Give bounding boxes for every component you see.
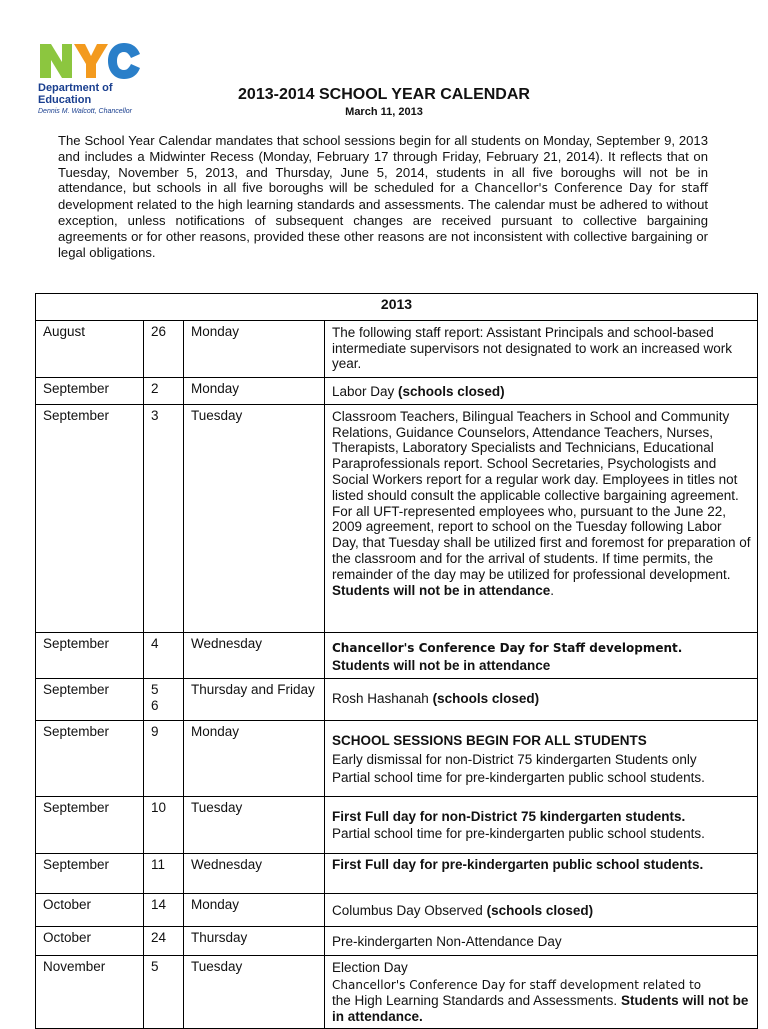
- day-number: 11: [151, 856, 166, 872]
- month-cell: September: [36, 796, 144, 853]
- year-header-row: [36, 294, 758, 321]
- description-text: Rosh Hashanah: [332, 690, 433, 706]
- month-cell: August: [36, 320, 144, 377]
- intro-paragraph: [58, 133, 708, 260]
- day-number: 9: [151, 723, 159, 739]
- attendance-note: Students will not be in attendance.: [332, 993, 749, 1025]
- sessions-begin-line: SCHOOL SESSIONS BEGIN FOR ALL STUDENTS: [332, 732, 647, 748]
- day-cell: [144, 678, 184, 720]
- intro-text-a: The School Year Calendar mandates that school sessions begin for all students on Monday, September 9, 2013 and includes a Midwinter Recess (Monday, February 17 through Friday, February 21, 2014). It reflects that on Tuesday, November 5, 2013, and Thursday, June 5, 2014, students in all five boroughs will not be in attendance, but schools in all five boroughs will be scheduled for a: [58, 133, 708, 196]
- weekday-cell: Tuesday: [184, 404, 325, 632]
- dept-line-2: Education: [38, 94, 92, 106]
- description-cell: [325, 926, 758, 955]
- description-cell: [325, 320, 758, 377]
- month-cell: October: [36, 926, 144, 955]
- dept-line-1: Department of: [38, 82, 113, 94]
- table-row: [36, 632, 758, 678]
- day-cell: [144, 404, 184, 632]
- description-cell: [325, 796, 758, 853]
- day-number: 14: [151, 896, 167, 912]
- weekday-cell: Monday: [184, 893, 325, 926]
- partial-time-line: Partial school time for pre-kindergarten public school students.: [332, 770, 705, 786]
- day-number: 3: [151, 407, 159, 423]
- intro-text-b: Chancellor's Conference Day for staff: [474, 181, 708, 196]
- description-cell: [325, 720, 758, 796]
- table-row: [36, 678, 758, 720]
- page-date: March 11, 2013: [345, 106, 423, 118]
- day-cell: [144, 632, 184, 678]
- day-cell: [144, 720, 184, 796]
- weekday-cell: Tuesday: [184, 796, 325, 853]
- table-row: [36, 955, 758, 1028]
- month-cell: September: [36, 678, 144, 720]
- weekday-cell: Monday: [184, 377, 325, 404]
- description-cell: [325, 632, 758, 678]
- page-title: 2013-2014 SCHOOL YEAR CALENDAR: [238, 86, 530, 103]
- month-cell: September: [36, 720, 144, 796]
- month-cell: September: [36, 632, 144, 678]
- day-cell: [144, 893, 184, 926]
- day-cell: [144, 853, 184, 893]
- nyc-logo-icon: [38, 42, 142, 80]
- schools-closed-note: (schools closed): [486, 902, 594, 918]
- description-text: Pre-kindergarten Non-Attendance Day: [332, 933, 562, 949]
- day-cell: [144, 796, 184, 853]
- attendance-note: Students will not be in attendance: [332, 582, 551, 598]
- day-cell: [144, 377, 184, 404]
- day-number: 5: [151, 681, 159, 697]
- table-row: [36, 377, 758, 404]
- intro-text-c: development related to the high learning standards and assessments. The calendar must be adhered to without exception, unless notifications of subsequent changes are received pursuant to collective bargaining agreements or for other reasons, provided these other reasons are not inconsistent with collective bargaining or legal obligations.: [58, 197, 708, 260]
- table-row: [36, 320, 758, 377]
- calendar-table: [35, 293, 758, 1029]
- month-cell: October: [36, 893, 144, 926]
- description-end: .: [550, 582, 555, 598]
- full-day-line: First Full day for non-District 75 kindergarten students.: [332, 808, 686, 824]
- day-number: 10: [151, 799, 167, 815]
- table-row: [36, 404, 758, 632]
- day-number: 26: [151, 323, 167, 339]
- month-cell: September: [36, 377, 144, 404]
- description-text: The following staff report: Assistant Principals and school-based intermediate supervisors not designated to work an increased work year.: [332, 324, 732, 372]
- day-number: 4: [151, 635, 159, 651]
- month-cell: September: [36, 404, 144, 632]
- day-cell: [144, 320, 184, 377]
- chancellor-signature: Dennis M. Walcott, Chancellor: [38, 108, 133, 115]
- description-cell: [325, 853, 758, 893]
- description-cell: [325, 678, 758, 720]
- day-cell: [144, 955, 184, 1028]
- election-day-line: Election Day: [332, 959, 408, 975]
- standards-line: the High Learning Standards and Assessments.: [332, 993, 621, 1009]
- full-day-line: First Full day for pre-kindergarten public school students.: [332, 856, 704, 872]
- description-cell: [325, 893, 758, 926]
- month-cell: September: [36, 853, 144, 893]
- conference-day-line: Chancellor's Conference Day for Staff development.: [332, 640, 683, 655]
- nyc-doe-logo: [38, 42, 148, 115]
- description-cell: [325, 377, 758, 404]
- attendance-note: Students will not be in attendance: [332, 657, 551, 673]
- weekday-cell: Wednesday: [184, 853, 325, 893]
- day-cell: [144, 926, 184, 955]
- weekday-cell: Tuesday: [184, 955, 325, 1028]
- schools-closed-note: (schools closed): [398, 383, 505, 399]
- year-heading: 2013: [36, 294, 758, 321]
- day-number: 5: [151, 958, 159, 974]
- description-cell: [325, 955, 758, 1028]
- table-row: [36, 893, 758, 926]
- weekday-cell: Monday: [184, 720, 325, 796]
- table-row: [36, 796, 758, 853]
- weekday-cell: Monday: [184, 320, 325, 377]
- weekday-cell: Thursday: [184, 926, 325, 955]
- table-row: [36, 926, 758, 955]
- weekday-cell: Wednesday: [184, 632, 325, 678]
- day-number-2: 6: [151, 697, 159, 713]
- month-cell: November: [36, 955, 144, 1028]
- table-row: [36, 720, 758, 796]
- day-number: 24: [151, 929, 167, 945]
- description-cell: [325, 404, 758, 632]
- partial-time-line: Partial school time for pre-kindergarten public school students.: [332, 825, 705, 841]
- early-dismissal-line: Early dismissal for non-District 75 kindergarten Students only: [332, 751, 697, 767]
- weekday-cell: Thursday and Friday: [184, 678, 325, 720]
- day-number: 2: [151, 380, 159, 396]
- schools-closed-note: (schools closed): [432, 690, 540, 706]
- description-text: Columbus Day Observed: [332, 902, 487, 918]
- conference-day-line: Chancellor's Conference Day for staff development related to: [332, 977, 702, 992]
- description-text: Classroom Teachers, Bilingual Teachers in School and Community Relations, Guidance Counselors, Attendance Teachers, Nurses, Therapists, Laboratory Specialists and Technicians, Educational Paraprofessionals report. School Secretaries, Psychologists and Social Workers report for a regular work day. Employees in titles not listed should consult the applicable collective bargaining agreement. For all UFT-represented employees who, pursuant to the June 22, 2009 agreement, report to school on the Tuesday following Labor Day, that Tuesday shall be utilized first and foremost for preparation of the classroom and for the arrival of students. If time permits, the remainder of the day may be utilized for professional development.: [332, 408, 751, 582]
- table-row: [36, 853, 758, 893]
- description-text: Labor Day: [332, 383, 399, 399]
